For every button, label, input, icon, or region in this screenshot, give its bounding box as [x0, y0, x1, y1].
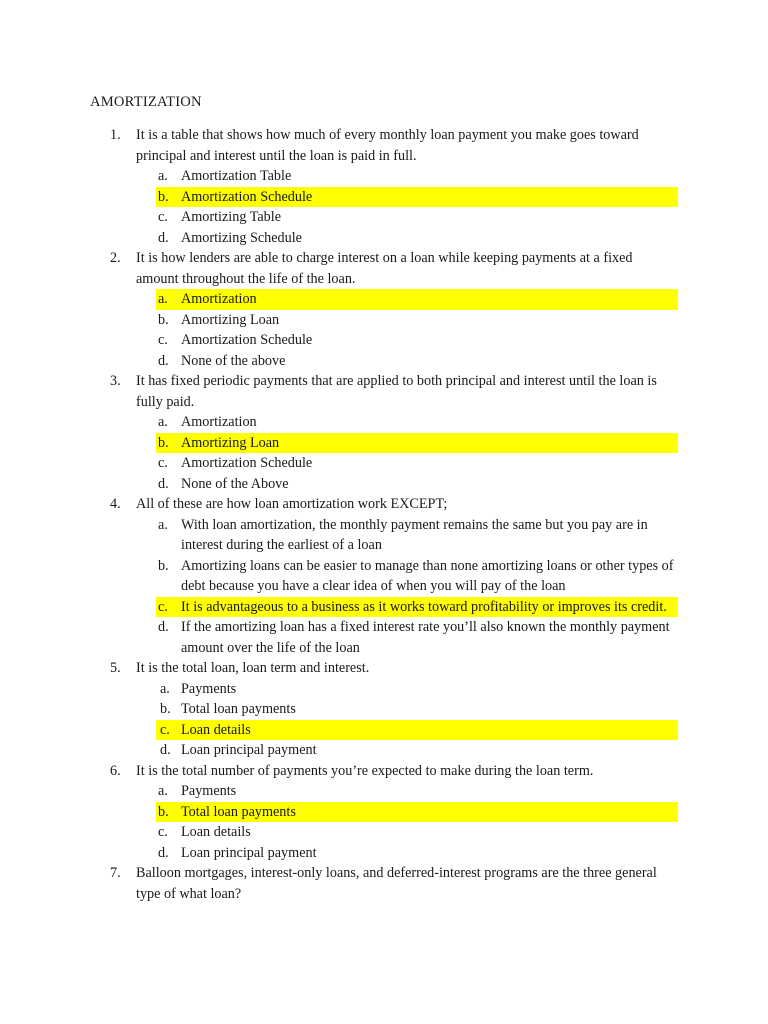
question-text: It is a table that shows how much of every monthly loan payment you make goes toward principal and interest until the loan is paid in full. — [136, 127, 639, 164]
question-text: Balloon mortgages, interest-only loans, and deferred-interest programs are the three general type of what loan? — [136, 865, 657, 902]
option-letter: a. — [158, 291, 168, 307]
question-6 — [0, 761, 768, 864]
option-text: It is advantageous to a business as it works toward profitability or improves its credit. — [181, 598, 667, 615]
option-letter: b. — [158, 188, 169, 205]
option-item — [156, 351, 678, 372]
question-number: 1. — [110, 127, 121, 143]
option-letter: b. — [158, 557, 169, 574]
option-item — [156, 207, 678, 228]
option-letter: c. — [158, 332, 168, 348]
option-letter: b. — [160, 701, 171, 717]
option-letter: c. — [158, 824, 168, 840]
option-text: Amortizing Schedule — [181, 229, 302, 246]
option-letter: d. — [158, 619, 169, 635]
option-letter: d. — [158, 352, 169, 369]
option-text: Total loan payments — [181, 803, 296, 820]
question-text: It is the total loan, loan term and interest. — [136, 660, 370, 676]
option-item — [156, 228, 678, 249]
question-3 — [0, 371, 768, 494]
option-item — [156, 330, 678, 351]
option-highlighted-answer — [156, 802, 678, 823]
option-text: If the amortizing loan has a fixed interest rate you’ll also known the monthly payment amount over the life of the loan — [181, 619, 670, 656]
option-item — [156, 166, 678, 187]
option-letter: a. — [158, 168, 168, 184]
option-text: Amortizing Table — [181, 209, 282, 225]
option-item — [156, 515, 678, 556]
option-text: Loan details — [181, 824, 251, 840]
question-text: It has fixed periodic payments that are applied to both principal and interest until the loan is fully paid. — [136, 373, 657, 410]
option-item — [156, 556, 678, 597]
document-title: AMORTIZATION — [90, 94, 202, 110]
option-list — [0, 166, 768, 248]
question-number: 6. — [110, 762, 121, 779]
option-text: Payments — [181, 680, 237, 697]
question-4 — [0, 494, 768, 658]
option-text: Amortization Schedule — [181, 455, 313, 471]
question-number: 2. — [110, 250, 121, 266]
option-highlighted-answer — [156, 289, 678, 310]
option-item — [156, 699, 678, 720]
question-text: It is how lenders are able to charge interest on a loan while keeping payments at a fixed amount throughout the life of the loan. — [136, 250, 633, 287]
option-list — [0, 679, 768, 761]
option-text: Payments — [181, 783, 237, 799]
option-item — [156, 453, 678, 474]
option-highlighted-answer — [156, 597, 678, 618]
option-list — [0, 781, 768, 863]
option-item — [156, 822, 678, 843]
option-text: None of the above — [181, 352, 286, 369]
option-letter: d. — [158, 475, 169, 492]
option-item — [156, 843, 678, 864]
option-text: Amortizing Loan — [181, 434, 280, 451]
question-text: All of these are how loan amortization work EXCEPT; — [136, 496, 448, 512]
option-item — [156, 781, 678, 802]
option-letter: a. — [158, 516, 168, 533]
question-number: 4. — [110, 496, 121, 512]
option-highlighted-answer — [156, 720, 678, 741]
question-7 — [0, 863, 768, 904]
question-number: 5. — [110, 660, 121, 676]
option-list — [0, 515, 768, 659]
question-list — [0, 125, 768, 904]
option-item — [156, 474, 678, 495]
option-item — [156, 310, 678, 331]
option-text: Loan principal payment — [181, 742, 317, 758]
option-list — [0, 289, 768, 371]
question-5 — [0, 658, 768, 761]
option-item — [156, 740, 678, 761]
question-text: It is the total number of payments you’re expected to make during the loan term. — [136, 762, 594, 779]
option-letter: a. — [160, 680, 170, 697]
question-number: 7. — [110, 865, 121, 881]
option-letter: d. — [160, 742, 171, 758]
question-2 — [0, 248, 768, 371]
option-letter: b. — [158, 803, 169, 820]
option-highlighted-answer — [156, 187, 678, 208]
option-item — [156, 412, 678, 433]
option-text: Loan details — [181, 721, 251, 738]
option-letter: b. — [158, 311, 169, 328]
option-letter: a. — [158, 414, 168, 430]
option-letter: c. — [158, 209, 168, 225]
question-number: 3. — [110, 373, 121, 389]
option-letter: a. — [158, 783, 168, 799]
option-letter: c. — [158, 455, 168, 471]
option-text: With loan amortization, the monthly payment remains the same but you pay are in interest during the earliest of a loan — [181, 516, 648, 553]
option-letter: b. — [158, 434, 169, 451]
option-item — [156, 617, 678, 658]
question-1 — [0, 125, 768, 248]
option-text: Amortization Schedule — [181, 332, 313, 348]
option-letter: d. — [158, 844, 169, 861]
option-text: Amortizing loans can be easier to manage than none amortizing loans or other types of debt because you have a clear idea of when you will pay of the loan — [181, 557, 674, 594]
option-text: Amortization Schedule — [181, 188, 313, 205]
option-letter: c. — [158, 598, 168, 615]
option-list — [0, 412, 768, 494]
option-text: Amortization — [181, 291, 257, 307]
option-text: Amortizing Loan — [181, 311, 280, 328]
option-item — [156, 679, 678, 700]
option-letter: c. — [160, 721, 170, 738]
option-text: Amortization Table — [181, 168, 292, 184]
option-text: Loan principal payment — [181, 844, 317, 861]
option-text: None of the Above — [181, 475, 289, 492]
option-text: Amortization — [181, 414, 257, 430]
option-text: Total loan payments — [181, 701, 296, 717]
option-letter: d. — [158, 229, 169, 246]
option-highlighted-answer — [156, 433, 678, 454]
